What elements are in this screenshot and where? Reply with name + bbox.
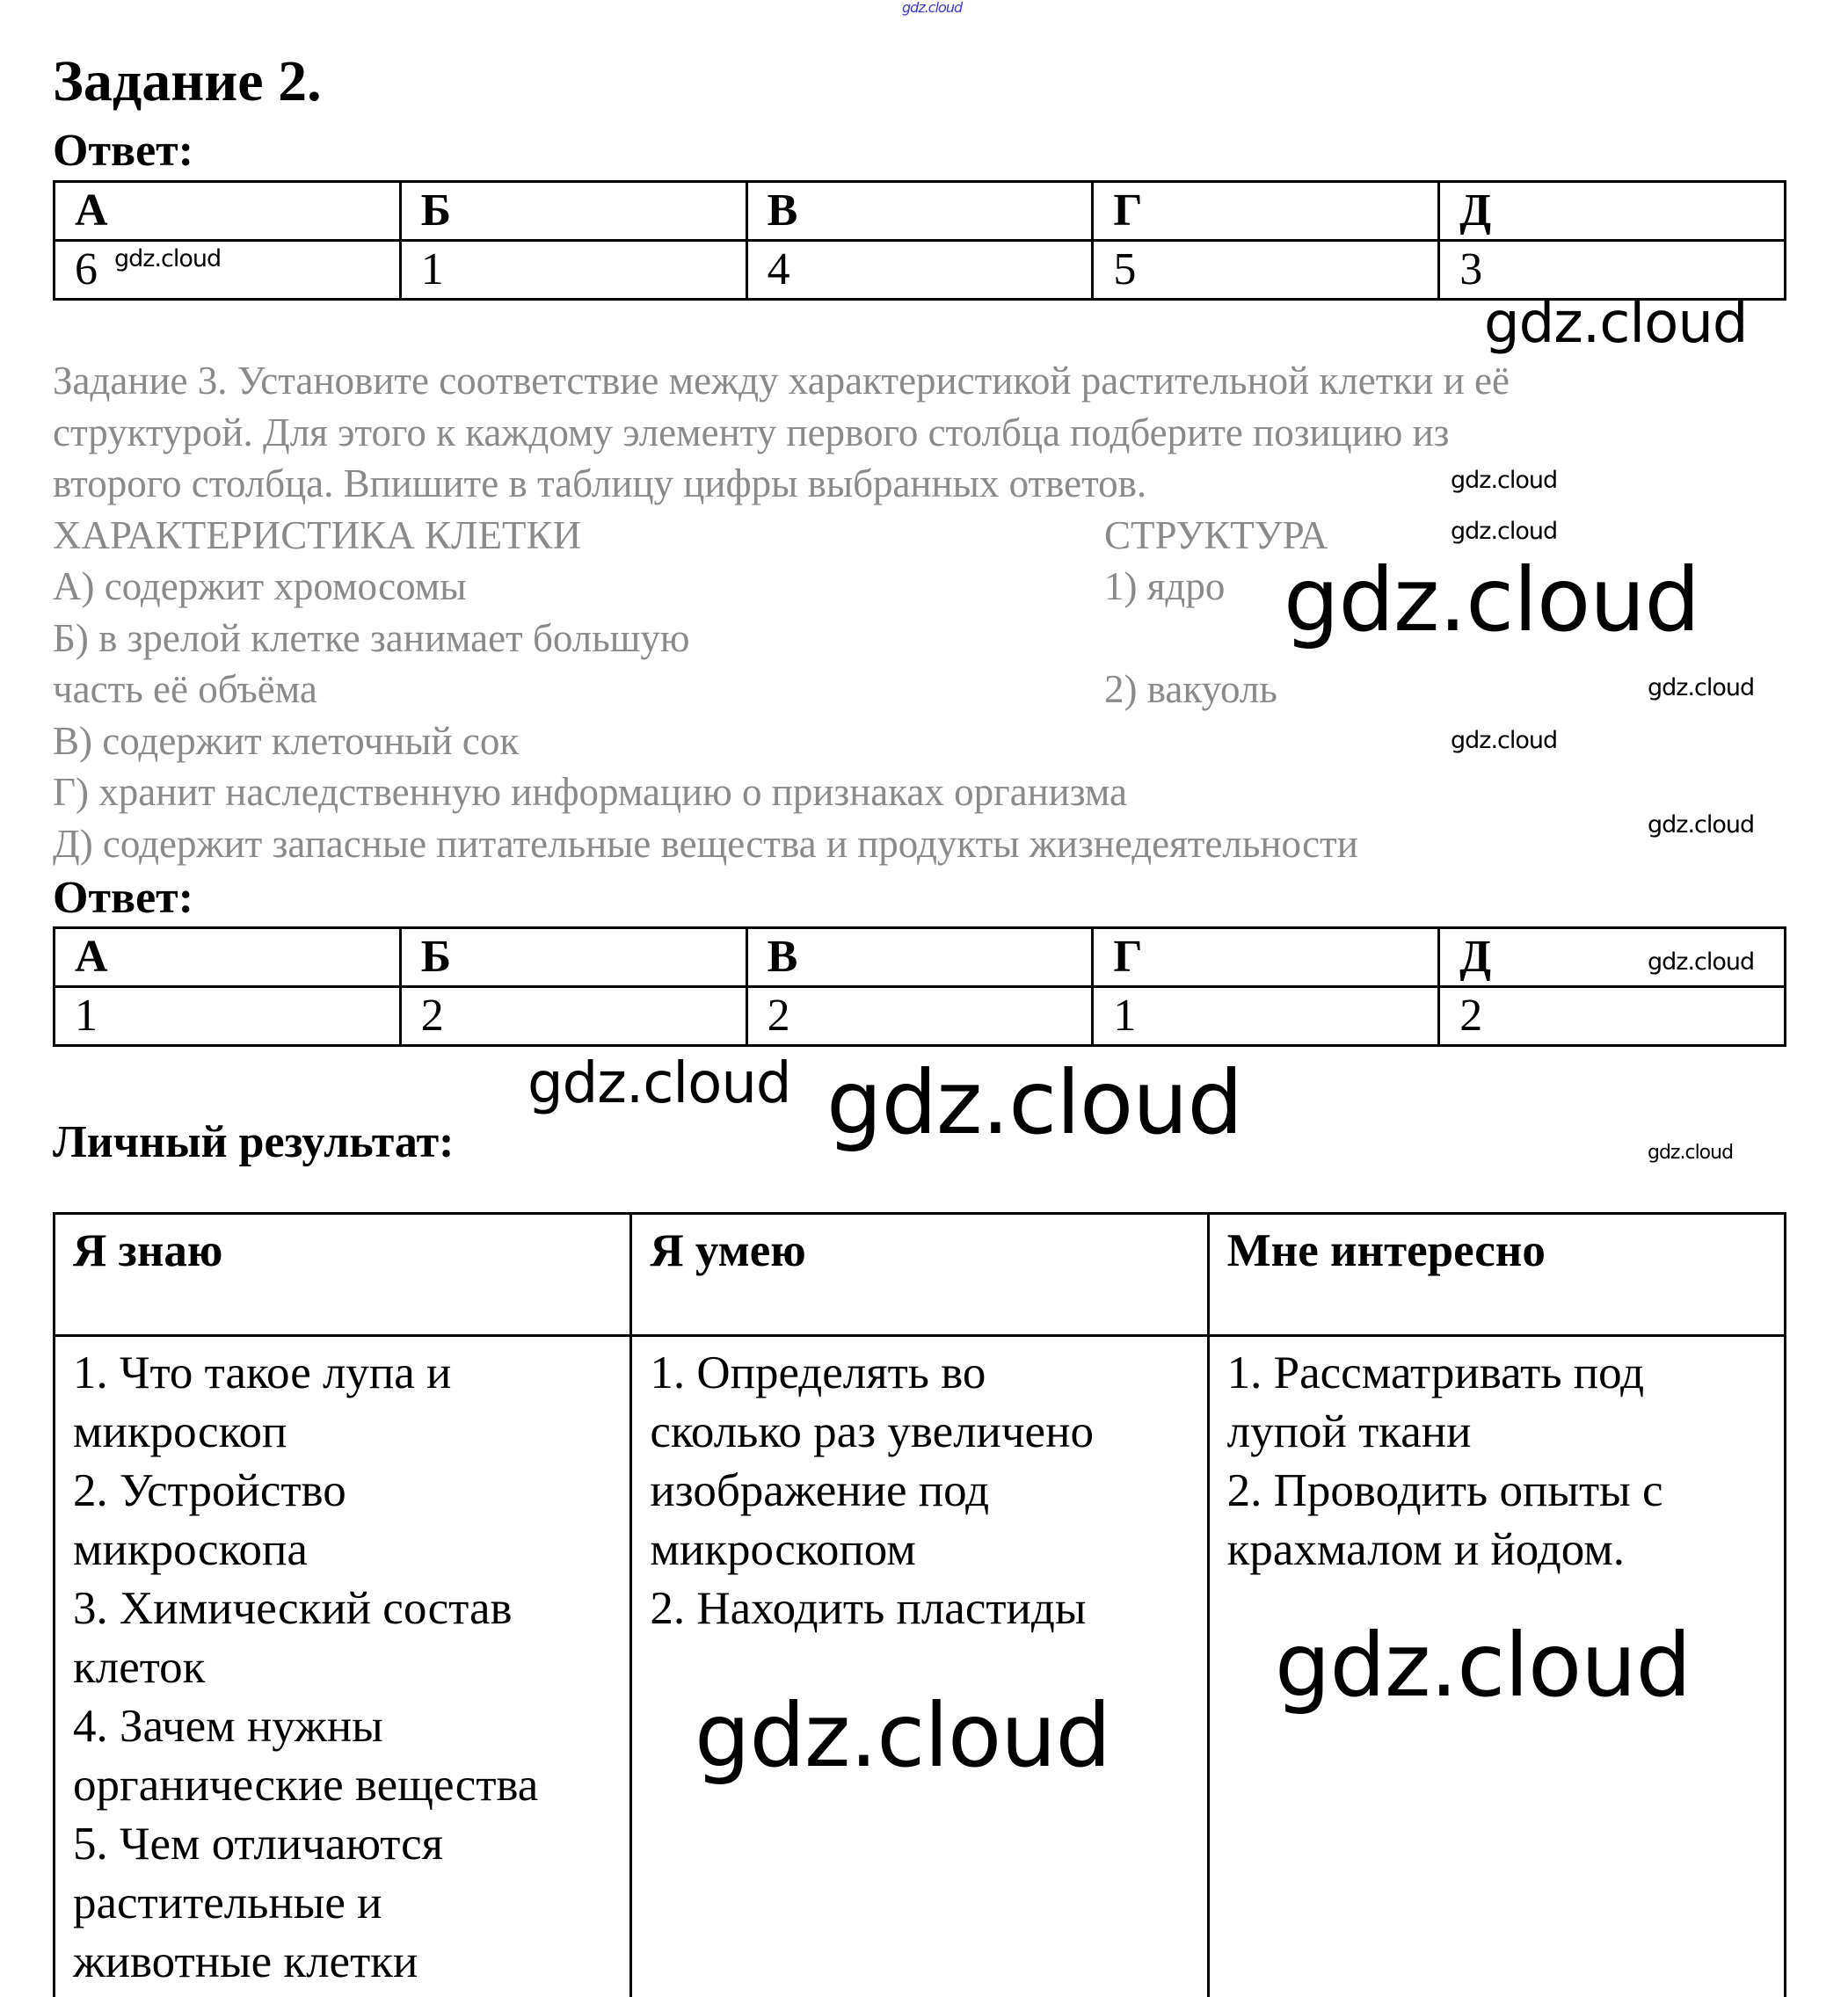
value-cell: 2 — [400, 987, 746, 1046]
characteristic-header: ХАРАКТЕРИСТИКА КЛЕТКИ — [53, 513, 582, 557]
list-line: 2. Находить пластиды — [650, 1583, 1087, 1634]
list-line: крахмалом и йодом. — [1226, 1524, 1626, 1575]
header-cell: Б — [400, 182, 746, 241]
task3-answer-label: Ответ: — [53, 873, 194, 923]
task3-prompt-line: второго столбца. Впишите в таблицу цифры выбранных ответов. — [53, 461, 1147, 505]
value-cell: 1 — [400, 241, 746, 300]
watermark: gdz.cloud — [826, 1051, 1243, 1154]
header-cell: В — [746, 182, 1093, 241]
watermark: gdz.cloud — [1451, 727, 1558, 754]
task2-answer-table — [53, 180, 1786, 301]
value-cell: 1 — [55, 987, 401, 1046]
list-line: микроскопа — [73, 1524, 308, 1575]
header-cell: Г — [1093, 928, 1439, 987]
list-line: микроскопом — [650, 1524, 916, 1575]
task3-prompt-line: Задание 3. Установите соответствие между характеристикой растительной клетки и её — [53, 359, 1510, 403]
list-line: 1. Что такое лупа и — [73, 1347, 452, 1398]
value-cell: 5 — [1093, 241, 1439, 300]
value-cell: 1 — [1093, 987, 1439, 1046]
list-line: 1. Определять во — [650, 1347, 986, 1398]
header-cell: Мне интересно — [1208, 1214, 1785, 1336]
header-cell: Я умею — [631, 1214, 1208, 1336]
watermark: gdz.cloud — [1451, 518, 1558, 545]
list-line: 2. Проводить опыты с — [1226, 1465, 1663, 1516]
list-line: изображение под — [650, 1465, 990, 1516]
personal-result-title: Личный результат: — [53, 1117, 455, 1167]
value-cell: 6 — [55, 241, 401, 300]
watermark: gdz.cloud — [1484, 291, 1748, 356]
can-cell — [631, 1336, 1208, 1997]
watermark: gdz.cloud — [114, 245, 222, 272]
watermark: gdz.cloud — [902, 0, 963, 16]
characteristic-item: В) содержит клеточный сок — [53, 719, 520, 763]
value-cell: 2 — [1439, 987, 1786, 1046]
watermark: gdz.cloud — [1648, 1142, 1734, 1164]
know-cell — [55, 1336, 631, 1997]
header-cell: Б — [400, 928, 746, 987]
task3-prompt-line: структурой. Для этого к каждому элементу первого столбца подберите позицию из — [53, 410, 1450, 454]
list-line: микроскоп — [73, 1406, 287, 1457]
watermark: gdz.cloud — [1648, 811, 1755, 839]
watermark: gdz.cloud — [1284, 548, 1700, 651]
header-cell: Г — [1093, 182, 1439, 241]
header-cell: Д — [1439, 182, 1786, 241]
header-cell: Д — [1439, 928, 1786, 987]
list-line: растительные и — [73, 1877, 382, 1928]
characteristic-item: Г) хранит наследственную информацию о признаках организма — [53, 770, 1128, 814]
task2-title: Задание 2. — [53, 49, 322, 113]
value-cell: 3 — [1439, 241, 1786, 300]
task2-answer-label: Ответ: — [53, 126, 194, 176]
watermark: gdz.cloud — [1648, 948, 1755, 976]
personal-result-table — [53, 1212, 1786, 1997]
value-cell: 4 — [746, 241, 1093, 300]
list-line: лупой ткани — [1226, 1406, 1472, 1457]
watermark: gdz.cloud — [1275, 1614, 1692, 1717]
structure-header: СТРУКТУРА — [1104, 513, 1328, 557]
list-line: 5. Чем отличаются — [73, 1819, 443, 1870]
structure-item: 2) вакуоль — [1104, 667, 1277, 711]
watermark: gdz.cloud — [527, 1051, 791, 1116]
header-cell: А — [55, 928, 401, 987]
watermark: gdz.cloud — [695, 1684, 1111, 1787]
characteristic-item: Б) в зрелой клетке занимает большую — [53, 616, 690, 660]
task3-answer-table — [53, 926, 1786, 1047]
list-line: клеток — [73, 1642, 206, 1693]
header-cell: А — [55, 182, 401, 241]
list-line: 2. Устройство — [73, 1465, 346, 1516]
list-line: животные клетки — [73, 1936, 418, 1987]
list-line: 4. Зачем нужны — [73, 1701, 383, 1752]
characteristic-item: А) содержит хромосомы — [53, 564, 467, 608]
table-header-row — [55, 182, 1786, 241]
structure-item: 1) ядро — [1104, 564, 1226, 608]
list-line: 3. Химический состав — [73, 1583, 513, 1634]
list-line: сколько раз увеличено — [650, 1406, 1094, 1457]
table-header-row — [55, 1214, 1786, 1336]
value-cell: 2 — [746, 987, 1093, 1046]
characteristic-item: часть её объёма — [53, 667, 317, 711]
table-header-row — [55, 928, 1786, 987]
watermark: gdz.cloud — [1451, 467, 1558, 494]
header-cell: Я знаю — [55, 1214, 631, 1336]
watermark: gdz.cloud — [1648, 674, 1755, 701]
list-line: органические вещества — [73, 1760, 539, 1811]
header-cell: В — [746, 928, 1093, 987]
table-row — [55, 987, 1786, 1046]
characteristic-item: Д) содержит запасные питательные вещества и продукты жизнедеятельности — [53, 822, 1358, 866]
list-line: 1. Рассматривать под — [1226, 1347, 1645, 1398]
